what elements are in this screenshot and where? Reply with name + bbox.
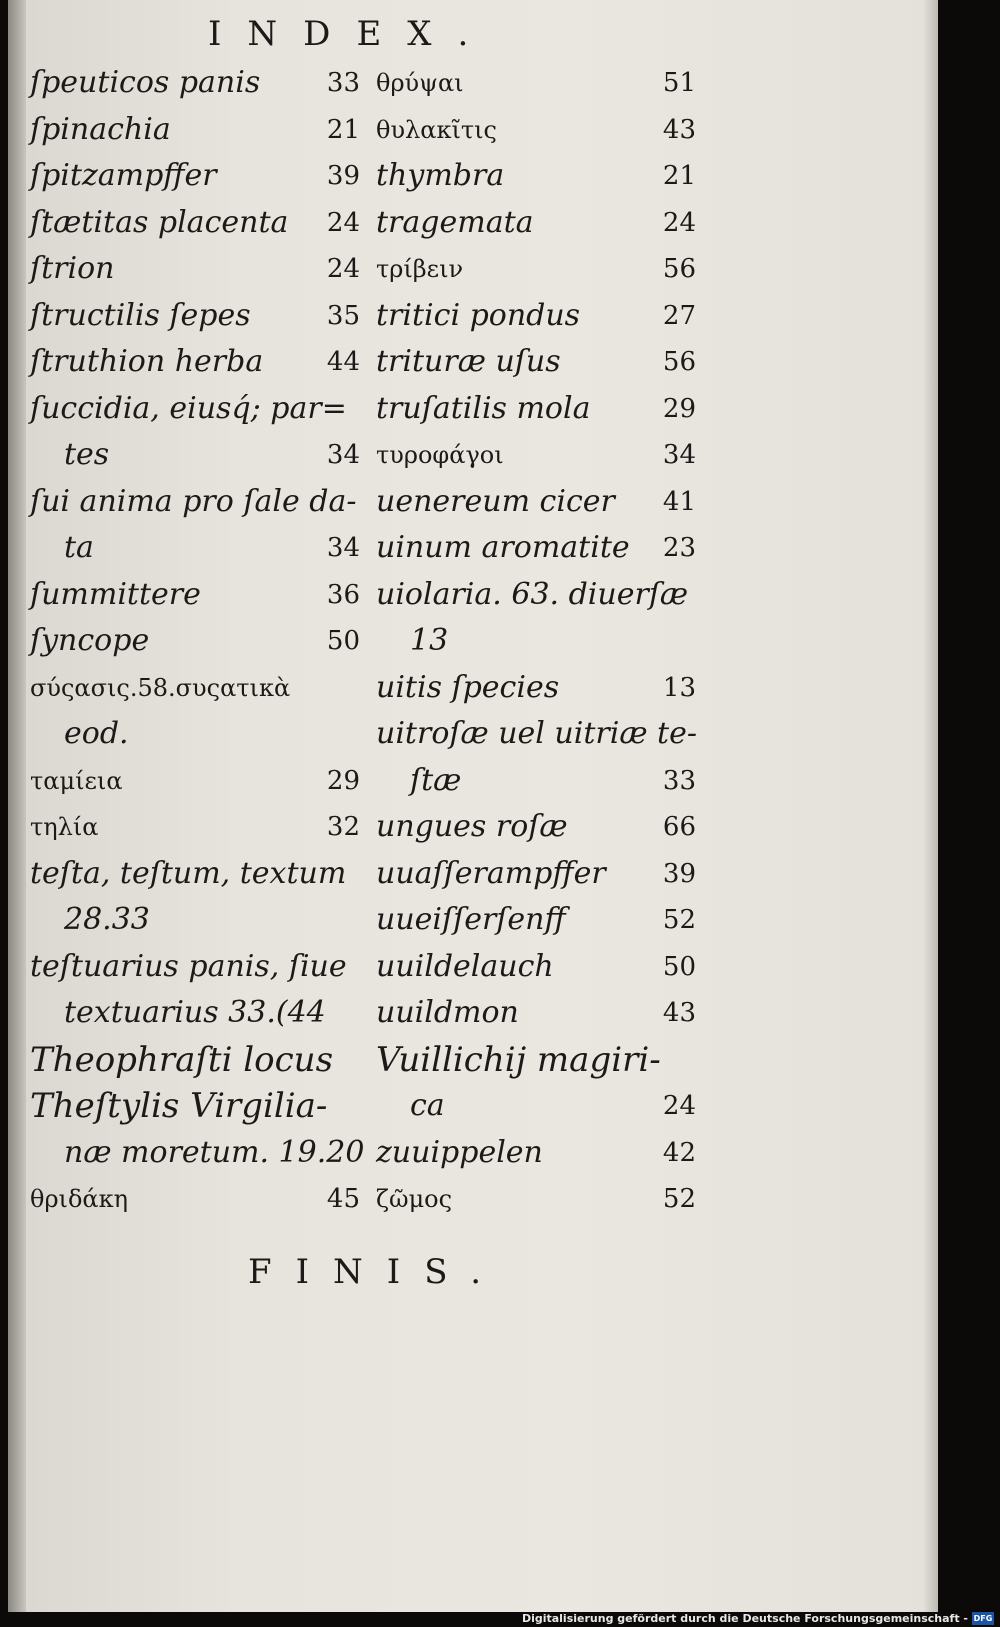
index-entry (30, 1083, 370, 1130)
index-entry (376, 339, 706, 386)
index-entry (376, 107, 706, 154)
index-page-number: 56 (662, 254, 696, 284)
index-page-number: 27 (662, 300, 696, 331)
index-term: zuuippelen (376, 1134, 543, 1170)
index-page-number: 51 (662, 68, 696, 98)
dfg-logo: DFG (973, 1614, 993, 1623)
index-term: ungues roſæ (376, 809, 568, 844)
book-page (8, 0, 938, 1612)
index-term: ſpeuticos panis (30, 65, 261, 100)
index-entry (30, 1176, 370, 1223)
index-term: Vuillichij magiri‑ (376, 1039, 661, 1080)
index-entry (376, 525, 706, 572)
index-entry (376, 386, 706, 433)
index-page-number: 34 (326, 440, 360, 470)
index-page-number: 39 (662, 858, 696, 889)
index-entry (376, 758, 706, 805)
finis-mark: FINIS. (248, 1252, 506, 1292)
index-entry (30, 618, 370, 665)
index-entry (376, 246, 706, 293)
index-page-number: 39 (326, 161, 360, 191)
index-page-number: 24 (326, 254, 360, 284)
index-term: θρύψαι (376, 69, 464, 97)
index-page-number: 52 (662, 1184, 696, 1214)
index-entry (376, 711, 706, 758)
index-page-number: 50 (326, 626, 360, 656)
index-page-number: 36 (326, 579, 360, 610)
index-term: θριδάκη (30, 1185, 129, 1213)
index-term: ſtruthion herba (30, 344, 264, 379)
index-entry (30, 990, 370, 1037)
index-term: thymbra (376, 158, 505, 193)
index-entry (30, 851, 370, 898)
index-entry (30, 339, 370, 386)
index-term: teſtuarius panis, ſiue (30, 948, 347, 984)
index-page-number: 21 (326, 114, 360, 145)
index-page-number: 29 (326, 765, 360, 796)
index-term: uinum aromatite (376, 530, 630, 565)
index-term: ſummittere (30, 576, 201, 612)
index-page-number: 45 (326, 1184, 360, 1214)
index-entry (376, 1176, 706, 1223)
index-term: τυροφάγοι (376, 441, 504, 469)
index-entry (30, 60, 370, 107)
index-term: ταμίεια (30, 766, 123, 795)
index-term: ſtrion (30, 251, 115, 286)
index-page-number: 33 (326, 68, 360, 98)
index-term: ſyncope (30, 623, 150, 658)
index-term: tragemata (376, 204, 534, 240)
index-term: tes (64, 437, 110, 472)
index-entry (376, 1130, 706, 1177)
index-page-number: 23 (662, 533, 696, 563)
index-entry (30, 200, 370, 247)
index-entry (376, 851, 706, 898)
index-column-right (376, 60, 706, 1223)
index-term: uuaſſerampffer (376, 855, 606, 891)
index-term: uuildmon (376, 995, 519, 1030)
index-term: ζῶμος (376, 1185, 453, 1213)
index-term: uitroſæ uel uitriæ te‑ (376, 716, 698, 751)
index-entry (376, 200, 706, 247)
index-entry (30, 386, 370, 433)
index-entry (30, 758, 370, 805)
index-term: τρίβειν (376, 255, 464, 283)
index-entry (30, 1037, 370, 1084)
index-term: ſuccidia, eiusq́; par= (30, 390, 347, 426)
index-page-number: 44 (326, 347, 360, 377)
index-entry (376, 618, 706, 665)
index-term: Theſtylis Virgilia‑ (30, 1086, 328, 1126)
index-term: uenereum cicer (376, 483, 615, 519)
index-page-number: 32 (326, 812, 360, 842)
index-page-number: 52 (662, 905, 696, 935)
running-head: INDEX. (208, 14, 495, 54)
index-term: tritici pondus (376, 297, 581, 333)
index-page-number: 41 (662, 486, 696, 517)
index-term: τηλία (30, 813, 99, 841)
index-entry (376, 1083, 706, 1130)
index-term: næ moretum. 19.20 (64, 1134, 365, 1170)
index-term: uueiſſerſenff (376, 902, 566, 937)
index-term: σύςασις.58.συςατικὰ (30, 673, 291, 702)
index-page-number: 43 (662, 114, 696, 145)
index-entry (376, 479, 706, 526)
index-term: ſpitzampffer (30, 158, 217, 193)
index-entry (30, 572, 370, 619)
index-entry (376, 293, 706, 340)
index-term: truſatilis mola (376, 390, 591, 426)
index-entry (30, 1130, 370, 1177)
index-page-number: 34 (662, 440, 696, 470)
index-entry (30, 153, 370, 200)
index-term: θυλακῖτις (376, 115, 497, 144)
index-entry (30, 293, 370, 340)
index-term: ſtæ (410, 762, 462, 798)
index-entry (30, 711, 370, 758)
index-entry (30, 804, 370, 851)
index-entry (376, 572, 706, 619)
index-entry (30, 897, 370, 944)
index-term: textuarius 33.(44 (64, 995, 326, 1030)
index-entry (30, 246, 370, 293)
index-term: uitis ſpecies (376, 669, 560, 705)
index-term: eod. (64, 716, 129, 751)
index-entry (376, 897, 706, 944)
index-column-left (30, 60, 370, 1223)
page-edge (924, 0, 938, 1612)
index-entry (30, 944, 370, 991)
index-term: ſtætitas placenta (30, 204, 289, 240)
index-page-number: 43 (662, 998, 696, 1028)
index-entry (30, 479, 370, 526)
index-page-number: 66 (662, 812, 696, 842)
index-entry (376, 153, 706, 200)
index-term: trituræ uſus (376, 344, 561, 379)
index-term: 13 (410, 623, 449, 658)
index-page-number: 13 (662, 672, 696, 703)
index-term: 28.33 (64, 902, 150, 937)
index-entry (376, 990, 706, 1037)
index-page-number: 24 (662, 1091, 696, 1121)
index-page-number: 21 (662, 161, 696, 191)
index-entry (376, 944, 706, 991)
digitization-credit: Digitalisierung gefördert durch die Deutsche Forschungsgemeinschaft - (521, 1612, 968, 1625)
index-term: Theophraſti locus (30, 1039, 334, 1080)
index-entry (30, 665, 370, 712)
index-entry (376, 804, 706, 851)
index-page-number: 24 (662, 207, 696, 238)
index-page-number: 34 (326, 533, 360, 563)
index-term: ſpinachia (30, 111, 171, 147)
index-entry (30, 107, 370, 154)
index-term: ſui anima pro ſale da‑ (30, 483, 357, 519)
index-page-number: 56 (662, 347, 696, 377)
index-entry (376, 60, 706, 107)
index-entry (30, 432, 370, 479)
index-page-number: 29 (662, 393, 696, 424)
index-term: ca (410, 1088, 445, 1123)
index-entry (376, 665, 706, 712)
index-page-number: 24 (326, 207, 360, 238)
index-term: ſtructilis ſepes (30, 297, 251, 333)
index-entry (30, 525, 370, 572)
index-page-number: 50 (662, 951, 696, 982)
index-entry (376, 432, 706, 479)
index-term: teſta, teſtum, textum (30, 855, 347, 891)
index-term: uiolaria. 63. diuerſæ (376, 576, 689, 612)
index-term: ta (64, 530, 94, 565)
page-spine-shadow (8, 0, 26, 1612)
index-page-number: 35 (326, 300, 360, 331)
index-page-number: 33 (662, 765, 696, 796)
index-page-number: 42 (662, 1137, 696, 1168)
index-entry (376, 1037, 706, 1084)
index-term: uuildelauch (376, 948, 554, 984)
